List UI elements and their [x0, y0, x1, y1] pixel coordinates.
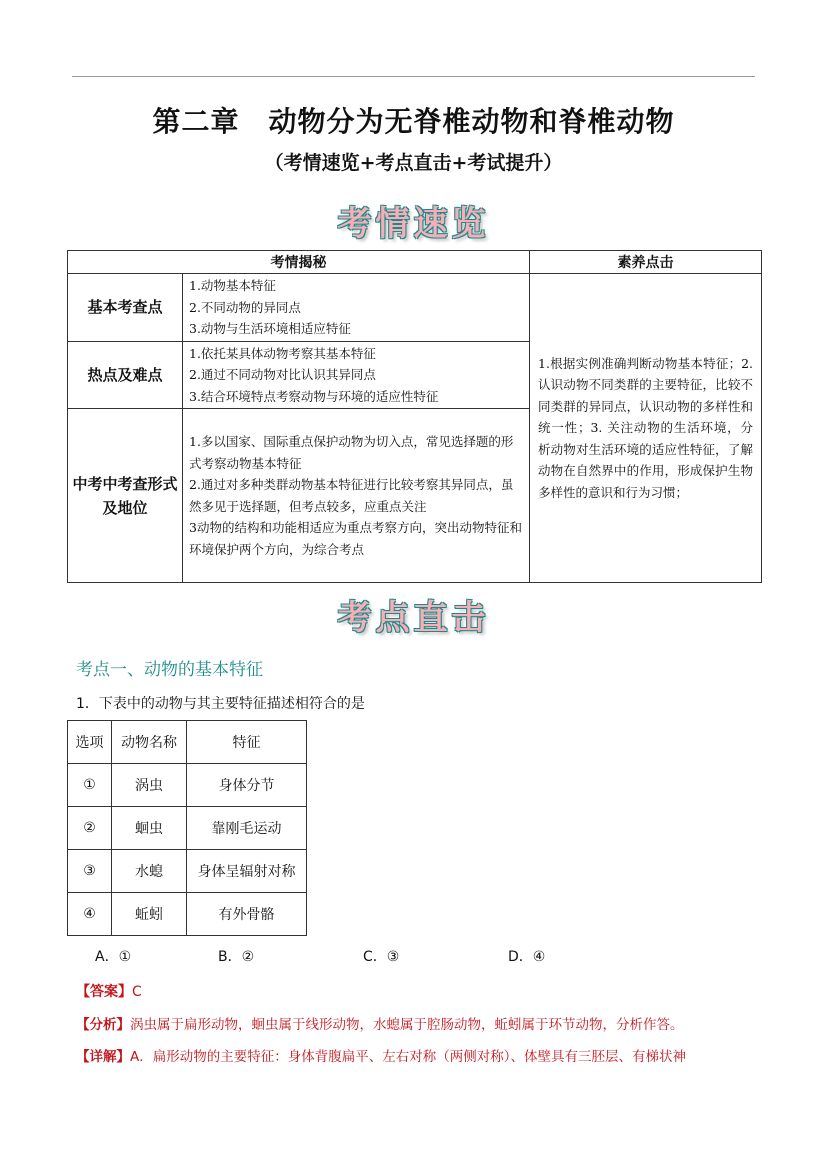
option-d: D．④	[508, 949, 546, 965]
overview-item: 1.依托某具体动物考察其基本特征	[189, 345, 376, 361]
table-header-cell: 动物名称	[112, 721, 187, 764]
table-cell: 水螅	[112, 850, 187, 893]
table-cell: ①	[68, 764, 112, 807]
table-cell: 身体呈辐射对称	[187, 850, 307, 893]
page-title: 第二章 动物分为无脊椎动物和脊椎动物	[152, 105, 675, 138]
overview-row-label: 中考中考查形式及地位	[68, 409, 183, 583]
overview-row-items	[183, 274, 530, 342]
overview-row-items	[183, 409, 530, 583]
table-cell: 靠刚毛运动	[187, 807, 307, 850]
table-cell: 有外骨骼	[187, 893, 307, 936]
species-table	[67, 720, 307, 936]
table-cell: 蚯蚓	[112, 893, 187, 936]
overview-item: 3.动物与生活环境相适应特征	[189, 321, 351, 336]
table-cell: ③	[68, 850, 112, 893]
table-row	[68, 850, 307, 893]
overview-item: 2.通过不同动物对比认识其异同点	[189, 367, 376, 382]
analysis-line	[76, 1013, 684, 1033]
table-cell: ④	[68, 893, 112, 936]
overview-item: 3.结合环境特点考察动物与环境的适应性特征	[189, 388, 439, 404]
table-row	[68, 893, 307, 936]
overview-item: 2.不同动物的异同点	[189, 299, 301, 315]
page-subtitle: （考情速览+考点直击+考试提升）	[264, 152, 563, 174]
table-header-cell: 选项	[68, 721, 112, 764]
detail-line	[76, 1045, 756, 1065]
overview-row-items	[183, 341, 530, 409]
overview-item: 1.动物基本特征	[189, 278, 276, 293]
overview-row-label: 热点及难点	[68, 341, 183, 409]
table-cell: 涡虫	[112, 764, 187, 807]
overview-table	[67, 250, 762, 583]
detail-text: A．扁形动物的主要特征：身体背腹扁平、左右对称（两侧对称）、体壁具有三胚层、有梯状神	[130, 1049, 686, 1065]
analysis-text: 涡虫属于扁形动物，蛔虫属于线形动物，水螅属于腔肠动物，蚯蚓属于环节动物，分析作答。	[130, 1017, 684, 1033]
overview-header-literacy: 素养点击	[530, 251, 762, 274]
table-cell: 蛔虫	[112, 807, 187, 850]
question-stem: 1．下表中的动物与其主要特征描述相符合的是	[76, 696, 365, 712]
top-divider	[72, 76, 755, 77]
option-a: A．①	[95, 949, 132, 965]
banner-overview: 考情速览	[337, 204, 490, 244]
overview-item: 1.多以国家、国际重点保护动物为切入点，常见选择题的形式考察动物基本特征	[189, 434, 514, 471]
overview-row-label: 基本考查点	[68, 274, 183, 342]
answer-value: C	[132, 984, 142, 1000]
table-cell: ②	[68, 807, 112, 850]
literacy-cell: 1.根据实例准确判断动物基本特征；2.认识动物不同类群的主要特征，比较不同类群的异同点，认识动物的多样性和统一性；3. 关注动物的生活环境，分析动物对生活环境的适应性特征，了解动物在自然界中的作用，形成保护生物多样性的意识和行为习惯；	[530, 274, 762, 583]
banner-keypoints: 考点直击	[337, 598, 490, 638]
table-row	[68, 807, 307, 850]
overview-header-exam: 考情揭秘	[68, 251, 530, 274]
analysis-tag: 【分析】	[76, 1017, 130, 1033]
detail-tag: 【详解】	[76, 1049, 130, 1065]
overview-item: 3动物的结构和功能相适应为重点考察方向，突出动物特征和环境保护两个方向，为综合考点	[189, 520, 522, 557]
table-cell: 身体分节	[187, 764, 307, 807]
overview-item: 2.通过对多种类群动物基本特征进行比较考察其异同点，虽然多见于选择题，但考点较多，应重点关注	[189, 477, 514, 514]
option-b: B．②	[218, 949, 255, 965]
table-row	[68, 764, 307, 807]
answer-tag: 【答案】	[76, 984, 132, 1000]
section-heading: 考点一、动物的基本特征	[76, 660, 263, 680]
option-c: C．③	[363, 949, 400, 965]
answer-line	[76, 981, 142, 1001]
table-header-cell: 特征	[187, 721, 307, 764]
